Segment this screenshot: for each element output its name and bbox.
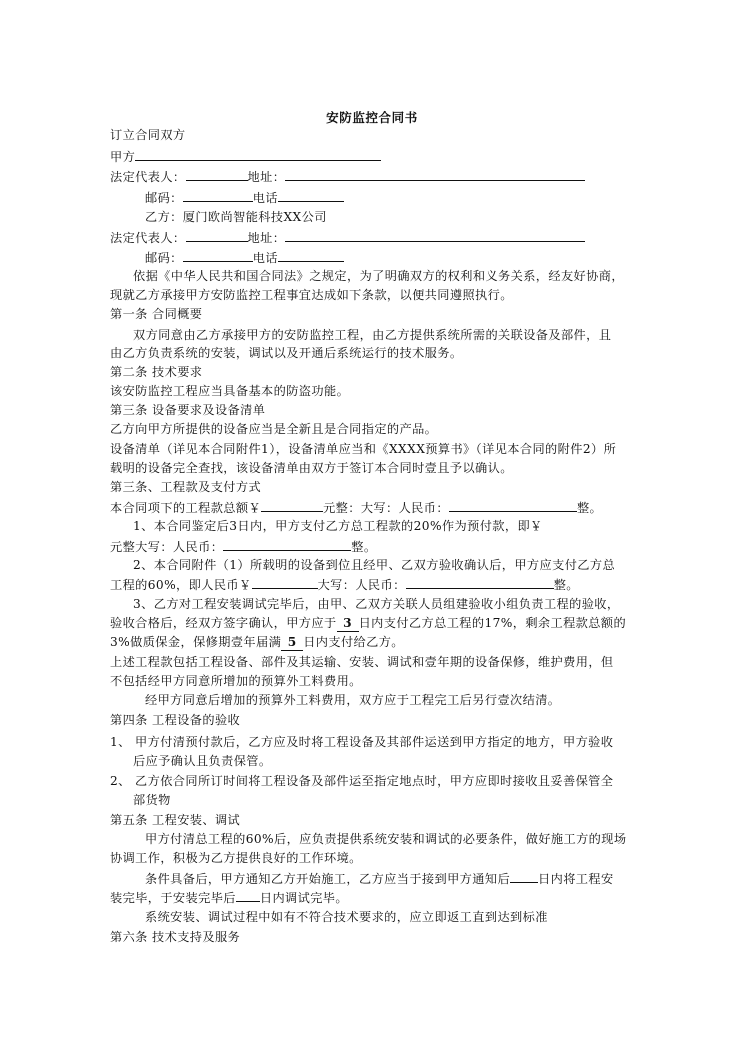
preamble-line-2: 现就乙方承接甲方安防监控工程事宜达成如下条款，以便共同遵照执行。: [110, 288, 513, 302]
article-5-p2-line-2: [110, 889, 348, 906]
article-3-heading: 第三条 设备要求及设备清单: [110, 403, 266, 417]
party-b-contact-line: [145, 249, 344, 266]
total-amount-line: [110, 499, 602, 516]
phone-blank[interactable]: [278, 189, 344, 202]
total-amount-suffix: 整。: [576, 501, 603, 515]
payment-1-words-blank[interactable]: [223, 538, 351, 551]
debug-days-suffix: 日内调试完毕。: [259, 891, 348, 905]
article-1-heading: 第一条 合同概要: [110, 307, 203, 321]
legal-rep-b-label: 法定代表人：: [110, 231, 186, 245]
payment-2-amount-blank[interactable]: [252, 576, 318, 589]
party-a-contact-line: [145, 189, 344, 206]
postcode-label: 邮码：: [145, 191, 183, 205]
payment-1-line-1: 1、本合同鉴定后3日内，甲方支付乙方总工程款的20%作为预付款，即￥: [133, 519, 543, 533]
article-3-line-1: 乙方向甲方所提供的设备应当是全新且是合同指定的产品。: [110, 422, 438, 436]
address-blank[interactable]: [285, 168, 585, 181]
article-4-item-1-line-1: 1、 甲方付清预付款后，乙方应及时将工程设备及其部件运送到甲方指定的地方，甲方验收: [110, 735, 614, 749]
article-4-item-2-line-2: 部货物: [133, 793, 171, 807]
payment-3-line-2: [110, 615, 626, 632]
phone-label: 电话: [252, 191, 278, 205]
address-b-label: 地址：: [247, 231, 286, 245]
party-a-blank[interactable]: [135, 148, 381, 161]
payment-2-words-label: 大写：人民币：: [317, 578, 406, 592]
payment-2-words-blank[interactable]: [406, 576, 554, 589]
postcode-b-label: 邮码：: [145, 251, 183, 265]
payment-2-amount-label: 工程的60%，即人民币￥: [110, 578, 252, 592]
debug-days-blank[interactable]: [236, 889, 260, 902]
extra-cost-line: 经甲方同意后增加的预算外工料费用，双方应于工程完工后另行壹次结清。: [145, 693, 561, 707]
article-1-line-2: 由乙方负责系统的安装，调试以及开通后系统运行的技术服务。: [110, 346, 463, 360]
phone-b-label: 电话: [252, 251, 278, 265]
total-amount-label: 本合同项下的工程款总额￥: [110, 501, 262, 515]
payment-3-line-3: [110, 634, 404, 651]
document-title: 安防监控合同书: [326, 110, 418, 125]
article-4-item-1-line-2: 后应予确认且负责保管。: [133, 754, 272, 768]
article-4-item-2-line-1: 2、 乙方依合同所订时间将工程设备及部件运至指定地点时，甲方应即时接收且妥善保管全: [110, 774, 614, 788]
payment-2-line-1: 2、本合同附件（1）所载明的设备到位且经甲、乙双方验收确认后，甲方应支付乙方总: [133, 558, 616, 572]
contract-parties-heading: 订立合同双方: [110, 128, 186, 142]
address-b-blank[interactable]: [285, 229, 585, 242]
payment-3-line-2-start: 验收合格后，经双方签字确认，甲方应于: [110, 616, 337, 630]
party-b-rep-line: [110, 229, 585, 246]
payment-1-words-label: 元整大写：人民币：: [110, 540, 224, 554]
total-amount-blank[interactable]: [261, 499, 323, 512]
address-label: 地址：: [247, 170, 286, 184]
article-2-heading: 第二条 技术要求: [110, 365, 203, 379]
article-5-p1-line-1: 甲方付清总工程的60%后，应负责提供系统安装和调试的必要条件，做好施工方的现场: [145, 832, 627, 846]
party-a-rep-line: [110, 168, 585, 185]
payment-note-line-1: 上述工程款包括工程设备、部件及其运输、安装、调试和壹年期的设备保修，维护费用，但: [110, 655, 614, 669]
party-a-label: 甲方: [110, 150, 136, 164]
party-a-line: [110, 148, 381, 165]
article-5-p2-line-1: [145, 870, 614, 887]
article-5-p3: 系统安装、调试过程中如有不符合技术要求的，应立即返工直到达到标准: [145, 910, 548, 924]
payment-days-value[interactable]: 3: [337, 615, 359, 632]
preamble-line-1: 依据《中华人民共和国合同法》之规定，为了明确双方的权利和义务关系，经友好协商，: [133, 269, 624, 283]
article-5-heading: 第五条 工程安装、调试: [110, 813, 241, 827]
article-4-heading: 第四条 工程设备的验收: [110, 713, 241, 727]
article-1-line-1: 双方同意由乙方承接甲方的安防监控工程，由乙方提供系统所需的关联设备及部件，且: [133, 328, 612, 342]
legal-rep-label: 法定代表人：: [110, 170, 186, 184]
phone-b-blank[interactable]: [278, 249, 344, 262]
install-days-suffix: 日内将工程安: [538, 872, 614, 886]
payment-1-line-2: [110, 538, 376, 555]
article-3b-heading: 第三条、工程款及支付方式: [110, 480, 262, 494]
postcode-b-blank[interactable]: [183, 249, 253, 262]
article-3-line-3: 载明的设备完全查找，该设备清单由双方于签订本合同时壹且予以确认。: [110, 461, 513, 475]
payment-3-line-3-start: 3%做质保金，保修期壹年届满: [110, 635, 282, 649]
payment-3-line-3-end: 日内支付给乙方。: [303, 635, 404, 649]
payment-note-line-2: 不包括经甲方同意所增加的预算外工料费用。: [110, 674, 362, 688]
payment-3-line-1: 3、乙方对工程安装调试完毕后，由甲、乙双方关联人员组建验收小组负责工程的验收，: [133, 597, 620, 611]
total-amount-words-label: 元整：大写：人民币：: [323, 501, 449, 515]
payment-2-suffix: 整。: [553, 578, 579, 592]
payment-3-line-2-end: 日内支付乙方总工程的17%，剩余工程款总额的: [358, 616, 627, 630]
debug-days-label: 装完毕，于安装完毕后: [110, 891, 236, 905]
legal-rep-blank[interactable]: [186, 168, 248, 181]
total-amount-words-blank[interactable]: [449, 499, 577, 512]
warranty-days-value[interactable]: 5: [281, 634, 303, 651]
legal-rep-b-blank[interactable]: [186, 229, 248, 242]
install-days-blank[interactable]: [510, 870, 538, 883]
install-days-label: 条件具备后，甲方通知乙方开始施工，乙方应当于接到甲方通知后: [145, 872, 511, 886]
article-5-p1-line-2: 协调工作，积极为乙方提供良好的工作环境。: [110, 851, 362, 865]
payment-2-line-2: [110, 576, 579, 593]
postcode-blank[interactable]: [183, 189, 253, 202]
payment-1-suffix: 整。: [351, 540, 377, 554]
party-b-line: 乙方：厦门欧尚智能科技XX公司: [145, 210, 327, 224]
article-3-line-2: 设备清单（详见本合同附件1），设备清单应当和《XXXX预算书》（详见本合同的附件2）所: [110, 442, 617, 456]
article-2-line-1: 该安防监控工程应当具备基本的防盗功能。: [110, 384, 350, 398]
article-6-heading: 第六条 技术支持及服务: [110, 930, 241, 944]
